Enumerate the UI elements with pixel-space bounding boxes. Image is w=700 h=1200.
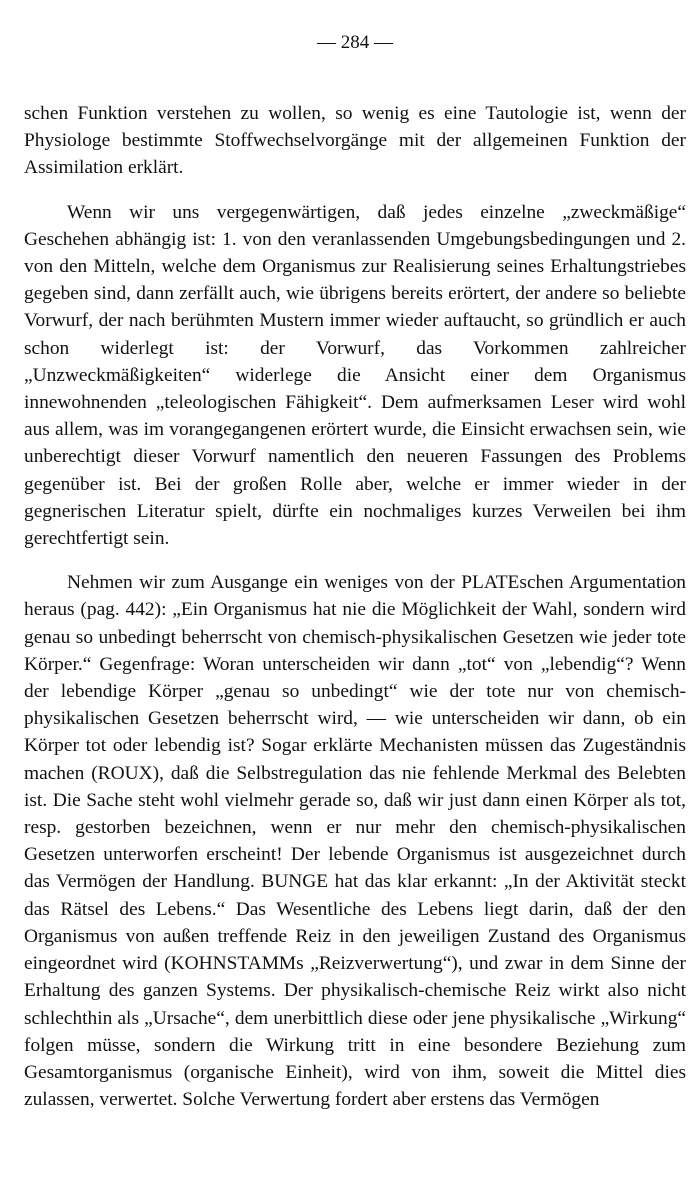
paragraph-gap [24, 182, 686, 199]
paragraph-continuation: schen Funktion verstehen zu wollen, so wenig es eine Tautologie ist, wenn der Physiologe bestimmte Stoffwechselvorgänge mit der allgemeinen Funktion der Assimilation erklärt. [24, 103, 686, 179]
paragraph-plate-argument: Nehmen wir zum Ausgange ein weniges von der PLATEschen Argumentation heraus (pag. 442): „Ein Organismus hat nie die Möglichkeit der Wahl, sondern wird genau so unbedingt beherrscht von chemisch-physikalischen Gesetzen wie jeder tote Körper.“ Gegenfrage: Woran unterscheiden wir dann „tot“ von „lebendig“? Wenn der lebendige Körper „genau so unbedingt“ wie der tote nur von chemisch-physikalischen Gesetzen beherrscht wird, — wie unterscheiden wir dann, ob ein Körper tot oder lebendig ist? Sogar erklärte Mechanisten müssen das Zugeständnis machen (ROUX), daß die Selbstregulation das nie fehlende Merkmal des Belebten ist. Die Sache steht wohl vielmehr gerade so, daß wir just dann einen Körper als tot, resp. gestorben bezeichnen, wenn er nur mehr den chemisch-physikalischen Gesetzen unterworfen erscheint! Der lebende Organismus ist ausgezeichnet durch das Vermögen der Handlung. BUNGE hat das klar erkannt: „In der Aktivität steckt das Rätsel des Lebens.“ Das Wesentliche des Lebens liegt darin, daß der den Organismus von außen treffende Reiz in den jeweiligen Zustand des Organismus eingeordnet wird (KOHNSTAMMs „Reizverwertung“), und zwar in dem Sinne der Erhaltung des ganzen Systems. Der physikalisch-chemische Reiz wirkt also nicht schlechthin als „Ursache“, dem unerbittlich diese oder jene physikalische „Wirkung“ folgen müsse, sondern die Wirkung tritt in eine besondere Beziehung zum Gesamtorganismus (organische Einheit), wird von ihm, soweit die Mittel dies zulassen, verwertet. Solche Verwertung fordert aber erstens das Vermögen [24, 572, 686, 1111]
paragraph-gap [24, 552, 686, 569]
paragraph-objection: Wenn wir uns vergegenwärtigen, daß jedes einzelne „zweckmäßige“ Geschehen abhängig ist: 1. von den veranlassenden Umgebungsbedingungen und 2. von den Mitteln, welche dem Organismus zur Realisierung seines Erhaltungstriebes gegeben sind, dann zerfällt auch, wie übrigens bereits erörtert, der andere so beliebte Vorwurf, der nach berühmten Mustern immer wieder auftaucht, so gründlich er auch schon widerlegt ist: der Vorwurf, das Vorkommen zahlreicher „Unzweckmäßigkeiten“ widerlege die Ansicht einer dem Organismus innewohnenden „teleologischen Fähigkeit“. Dem aufmerksamen Leser wird wohl aus allem, was im vorangegangenen erörtert wurde, die Einsicht erwachsen sein, wie unberechtigt dieser Vorwurf namentlich den neueren Fassungen des Problems gegenüber ist. Bei der großen Rolle aber, welche er immer wieder in der gegnerischen Literatur spielt, dürfte ein nochmaliges kurzes Verweilen bei ihm gerechtfertigt sein. [24, 201, 686, 550]
page-number: — 284 — [317, 32, 393, 53]
